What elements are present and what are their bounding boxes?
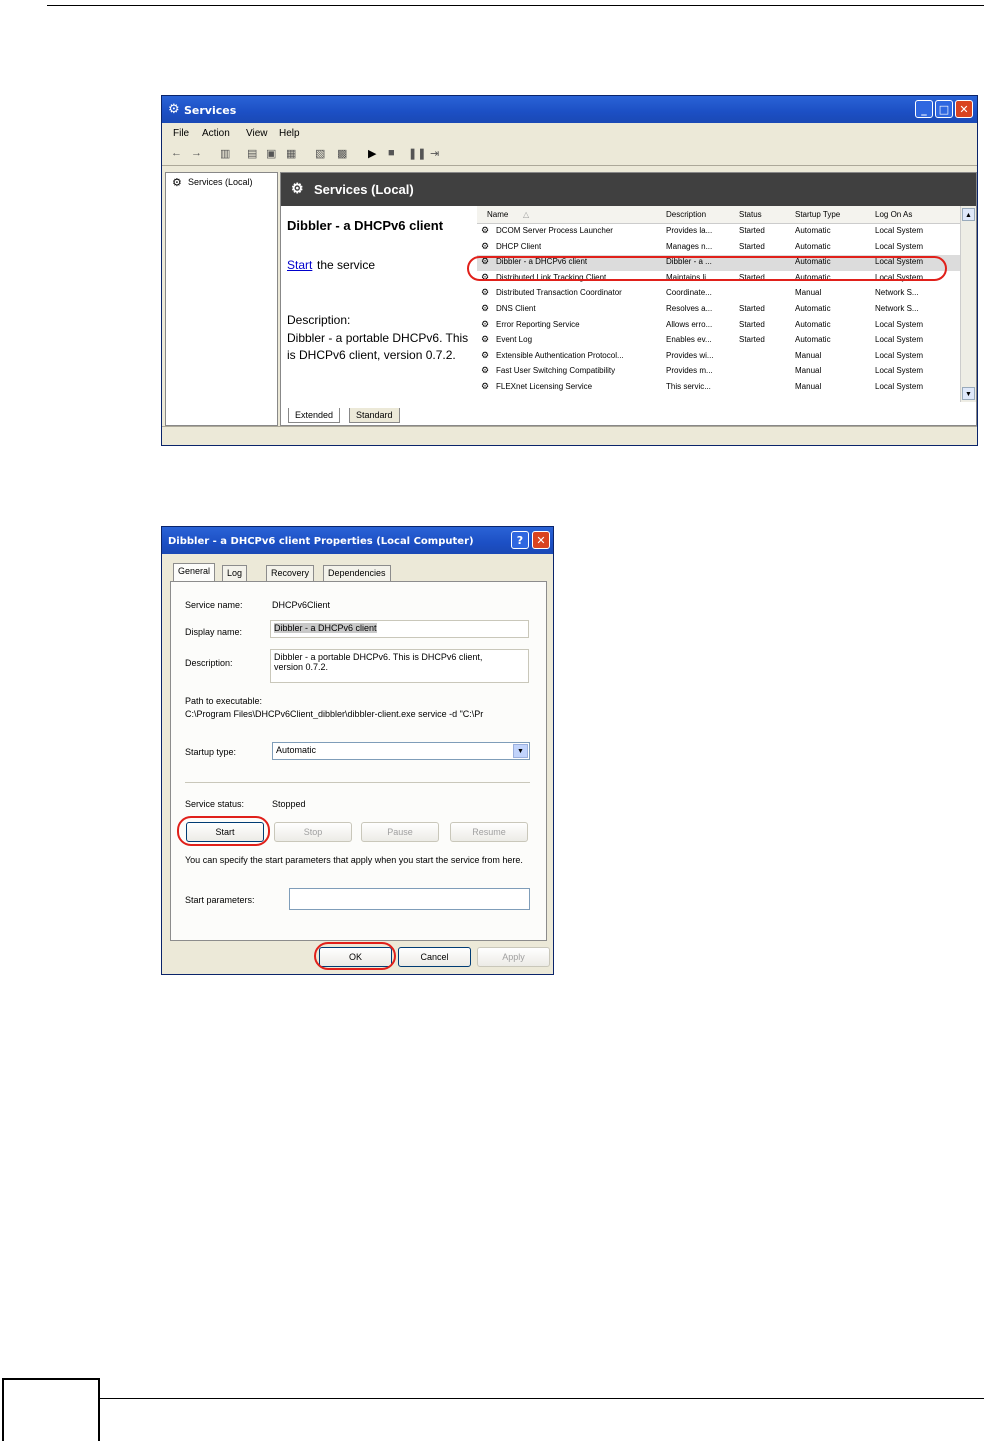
cell-name: DNS Client <box>496 303 536 313</box>
start-params-label: Start parameters: <box>185 895 255 905</box>
services-gear-icon: ⚙ <box>168 102 180 117</box>
apply-button[interactable]: Apply <box>477 947 550 967</box>
cell-description: Provides wi... <box>666 350 714 360</box>
services-list <box>477 206 976 402</box>
table-row[interactable] <box>477 302 976 318</box>
dialog-title: Dibbler - a DHCPv6 client Properties (Local Computer) <box>168 536 474 547</box>
properties-dialog <box>161 526 554 975</box>
start-button[interactable]: Start <box>186 822 264 842</box>
ok-button[interactable]: OK <box>319 947 392 967</box>
menu-action[interactable]: Action <box>202 128 230 139</box>
cell-name: DCOM Server Process Launcher <box>496 226 613 235</box>
cell-startup: Automatic <box>795 335 831 345</box>
cell-logon: Local System <box>875 226 924 235</box>
properties-icon[interactable]: ▤ <box>247 148 258 160</box>
description-label-dlg: Description: <box>185 658 233 668</box>
pause-service-icon[interactable]: ❚❚ <box>408 148 427 160</box>
col-name[interactable]: Name <box>487 210 509 219</box>
refresh-icon[interactable]: ▣ <box>266 148 277 160</box>
stop-service-icon[interactable]: ■ <box>388 147 395 159</box>
table-row[interactable] <box>477 333 976 349</box>
menu-view[interactable]: View <box>246 128 268 139</box>
startup-type-value: Automatic <box>276 745 317 755</box>
cell-name: Error Reporting Service <box>496 319 580 329</box>
cell-name: Event Log <box>496 335 533 345</box>
service-status-label: Service status: <box>185 799 245 809</box>
cancel-button[interactable]: Cancel <box>398 947 471 967</box>
display-name-value: Dibbler - a DHCPv6 client <box>274 623 377 633</box>
path-label: Path to executable: <box>185 696 263 706</box>
tree-pane <box>165 172 278 426</box>
cell-logon: Local System <box>875 257 924 267</box>
col-description[interactable]: Description <box>666 210 707 219</box>
description-field[interactable]: Dibbler - a portable DHCPv6. This is DHCPv6 client, version 0.7.2. <box>270 649 529 683</box>
service-gear-icon: ⚙ <box>481 256 490 267</box>
display-name-label: Display name: <box>185 627 243 637</box>
col-status[interactable]: Status <box>739 210 762 219</box>
tree-item-services-local[interactable]: Services (Local) <box>188 177 253 187</box>
restart-service-icon[interactable]: ⇥ <box>430 148 440 160</box>
cell-logon: Local System <box>875 350 924 360</box>
selected-service-name: Dibbler - a DHCPv6 client <box>287 218 444 233</box>
rows-container <box>477 224 976 396</box>
cell-status: Started <box>739 241 765 251</box>
divider <box>185 782 530 783</box>
cell-description: Maintains li... <box>666 272 713 282</box>
service-gear-icon: ⚙ <box>481 380 490 391</box>
cell-startup: Automatic <box>795 319 831 329</box>
start-service-icon[interactable]: ▶ <box>368 148 377 160</box>
path-value: C:\Program Files\DHCPv6Client_dibbler\dibbler-client.exe service -d "C:\Pr <box>185 709 484 719</box>
service-name-label: Service name: <box>185 600 243 610</box>
show-tree-icon[interactable]: ▥ <box>220 148 231 160</box>
cell-logon: Local System <box>875 319 924 329</box>
start-service-text: the service <box>317 258 376 272</box>
tab-dependencies[interactable]: Dependencies <box>323 565 391 581</box>
cell-logon: Local System <box>875 335 924 345</box>
service-gear-icon: ⚙ <box>481 240 490 251</box>
start-params-hint: You can specify the start parameters that apply when you start the service from here. <box>185 855 523 865</box>
cell-description: Provides m... <box>666 366 713 376</box>
page-number-box <box>2 1378 100 1441</box>
resume-button[interactable]: Resume <box>450 822 528 842</box>
minimize-button[interactable]: _ <box>915 100 933 118</box>
cell-name: DHCP Client <box>496 241 542 251</box>
tab-log-on[interactable]: Log <box>222 565 247 581</box>
cell-logon: Local System <box>875 272 924 282</box>
tab-standard[interactable]: Standard <box>349 408 400 423</box>
dialog-titlebar <box>162 527 553 554</box>
tab-general[interactable]: General <box>173 563 215 581</box>
start-params-input[interactable] <box>289 888 530 910</box>
close-button[interactable]: ✕ <box>955 100 973 118</box>
highlight-start-button <box>177 816 270 846</box>
menu-help[interactable]: Help <box>279 128 300 139</box>
service-gear-icon: ⚙ <box>481 225 490 235</box>
status-bar <box>162 426 977 446</box>
scroll-up-icon[interactable]: ▲ <box>962 208 975 221</box>
table-row[interactable] <box>477 364 976 380</box>
table-row[interactable] <box>477 318 976 334</box>
highlight-dibbler-row <box>467 256 947 281</box>
table-row[interactable] <box>477 286 976 302</box>
sort-arrow-icon: △ <box>523 210 530 219</box>
menu-file[interactable]: File <box>173 128 190 139</box>
cell-startup: Automatic <box>795 226 831 235</box>
service-gear-icon: ⚙ <box>481 271 490 282</box>
list-header <box>477 206 976 224</box>
description-text: Dibbler - a portable DHCPv6. This is DHCPv6 client, version 0.7.2. <box>287 331 469 362</box>
cell-description: This servic... <box>666 381 711 391</box>
cell-name: Dibbler - a DHCPv6 client <box>496 257 588 267</box>
cell-status: Started <box>739 335 765 345</box>
cell-description: Enables ev... <box>666 335 712 345</box>
cell-logon: Local System <box>875 366 924 376</box>
cell-description: Coordinate... <box>666 288 712 298</box>
cell-startup: Manual <box>795 381 822 391</box>
cell-logon: Network S... <box>875 303 919 313</box>
stop-button[interactable]: Stop <box>274 822 352 842</box>
cell-name: Distributed Link Tracking Client <box>496 272 607 282</box>
cell-description: Resolves a... <box>666 303 713 313</box>
general-panel <box>170 581 547 941</box>
back-icon[interactable]: ← <box>171 147 182 159</box>
cell-name: Fast User Switching Compatibility <box>496 366 616 376</box>
help-icon[interactable]: ▧ <box>315 148 326 160</box>
cell-startup: Automatic <box>795 257 831 267</box>
table-row[interactable] <box>477 224 976 240</box>
service-status-value: Stopped <box>272 799 306 809</box>
cell-status: Started <box>739 272 765 282</box>
service-gear-icon: ⚙ <box>481 349 490 360</box>
cell-status: Started <box>739 319 765 329</box>
cell-startup: Automatic <box>795 303 831 313</box>
console-icon[interactable]: ▩ <box>337 148 348 160</box>
cell-name: Extensible Authentication Protocol... <box>496 350 624 360</box>
vertical-scrollbar[interactable] <box>960 206 976 402</box>
service-gear-icon: ⚙ <box>481 365 490 376</box>
cell-logon: Local System <box>875 381 924 391</box>
services-title: Services <box>184 104 237 117</box>
cell-logon: Local System <box>875 241 924 251</box>
service-name-value: DHCPv6Client <box>272 600 331 610</box>
footer-rule <box>100 1398 984 1399</box>
cell-startup: Automatic <box>795 241 831 251</box>
pane-header-title: Services (Local) <box>314 182 414 197</box>
help-button[interactable]: ? <box>511 531 529 549</box>
cell-name: FLEXnet Licensing Service <box>496 381 593 391</box>
chevron-down-icon[interactable]: ▼ <box>513 744 528 758</box>
cell-description: Dibbler - a ... <box>666 257 712 267</box>
forward-icon[interactable]: → <box>191 147 202 159</box>
tree-gear-icon: ⚙ <box>172 177 182 189</box>
menu-bar <box>162 123 977 143</box>
service-gear-icon: ⚙ <box>481 334 490 345</box>
table-row[interactable] <box>477 380 976 396</box>
col-startup-type[interactable]: Startup Type <box>795 210 841 219</box>
maximize-button[interactable]: □ <box>935 100 953 118</box>
cell-description: Allows erro... <box>666 319 713 329</box>
highlight-ok-button <box>314 942 396 970</box>
tab-recovery[interactable]: Recovery <box>266 565 314 581</box>
service-gear-icon: ⚙ <box>481 302 490 313</box>
cell-name: Distributed Transaction Coordinator <box>496 288 622 298</box>
cell-startup: Manual <box>795 288 822 298</box>
startup-type-select[interactable] <box>272 742 530 760</box>
col-log-on-as[interactable]: Log On As <box>875 210 913 219</box>
table-row[interactable] <box>477 240 976 256</box>
service-gear-icon: ⚙ <box>481 287 490 298</box>
description-label: Description: <box>287 313 351 327</box>
pane-header <box>281 173 976 206</box>
dialog-close-button[interactable]: ✕ <box>532 531 550 549</box>
cell-status: Started <box>739 303 765 313</box>
view-tabs <box>280 408 975 424</box>
cell-description: Manages n... <box>666 241 713 251</box>
table-row[interactable] <box>477 349 976 365</box>
header-gear-icon: ⚙ <box>291 180 304 196</box>
scroll-down-icon[interactable]: ▼ <box>962 387 975 400</box>
services-detail-pane <box>280 172 977 426</box>
cell-startup: Automatic <box>795 272 831 282</box>
display-name-field[interactable] <box>270 620 529 638</box>
service-gear-icon: ⚙ <box>481 318 490 329</box>
cell-description: Provides la... <box>666 226 713 235</box>
cell-logon: Network S... <box>875 288 919 298</box>
toolbar <box>162 143 977 166</box>
pause-button[interactable]: Pause <box>361 822 439 842</box>
export-icon[interactable]: ▦ <box>286 148 297 160</box>
services-titlebar <box>162 96 977 123</box>
startup-type-label: Startup type: <box>185 747 237 757</box>
cell-status: Started <box>739 226 765 235</box>
cell-startup: Manual <box>795 366 822 376</box>
cell-startup: Manual <box>795 350 822 360</box>
header-rule <box>47 5 984 6</box>
start-service-link[interactable]: Start <box>287 258 313 272</box>
tab-extended[interactable]: Extended <box>288 408 340 423</box>
